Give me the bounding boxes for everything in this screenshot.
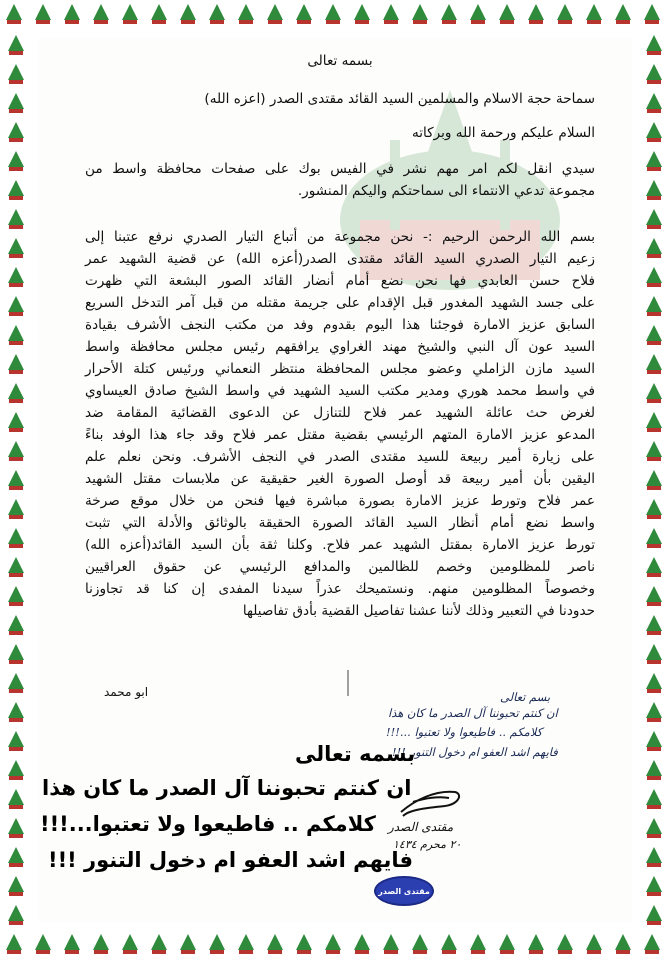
border-motif-icon — [644, 934, 660, 954]
border-motif-icon — [646, 64, 662, 84]
border-motif-icon — [646, 267, 662, 287]
handwritten-note-line: ان كنتم تحبوننا آل الصدر ما كان هذا — [388, 706, 558, 720]
body-line: واسط نضع أمام أنظار السيد القائد الصورة الحقيقة بالوثائق والأدلة التي تثبت — [85, 515, 595, 531]
body-line: المدعو عزيز الامارة المتهم الرئيسي بقضية مقتل عمر فلاح وقد جاء هذا الوفد بناءً — [85, 427, 595, 443]
border-motif-icon — [586, 934, 602, 954]
border-motif-icon — [354, 4, 370, 24]
transcription-line: كلامكم .. فاطيعوا ولا تعتبوا...!!! — [40, 812, 376, 836]
border-motif-icon — [644, 4, 660, 24]
border-motif-icon — [412, 4, 428, 24]
border-motif-icon — [122, 934, 138, 954]
border-motif-icon — [646, 354, 662, 374]
border-motif-icon — [8, 325, 24, 345]
border-motif-icon — [8, 760, 24, 780]
body-line: في واسط محمد هوري ومدير مكتب السيد الشهيد في واسط الشيخ صادق العيساوي — [85, 383, 595, 399]
border-motif-icon — [325, 934, 341, 954]
border-motif-icon — [646, 238, 662, 258]
seal-stamp-icon: مقتدى الصدر — [374, 876, 434, 906]
border-motif-icon — [8, 818, 24, 838]
border-motif-icon — [646, 702, 662, 722]
border-motif-icon — [8, 296, 24, 316]
border-motif-icon — [383, 934, 399, 954]
transcription-line: بسمه تعالى — [295, 742, 416, 766]
body-line: تورط عزيز الامارة بمقتل الشهيد عمر فلاح. وكلنا ثقة بأن السيد القائد(أعزه الله) — [85, 537, 595, 553]
border-motif-icon — [646, 441, 662, 461]
border-motif-icon — [615, 4, 631, 24]
border-motif-icon — [557, 4, 573, 24]
border-motif-icon — [646, 615, 662, 635]
border-motif-icon — [8, 412, 24, 432]
pen-stroke — [345, 668, 351, 698]
border-motif-icon — [8, 238, 24, 258]
border-motif-icon — [151, 4, 167, 24]
border-motif-icon — [646, 151, 662, 171]
border-motif-icon — [646, 557, 662, 577]
border-motif-icon — [470, 934, 486, 954]
border-motif-icon — [8, 615, 24, 635]
border-motif-icon — [646, 180, 662, 200]
border-motif-icon — [646, 209, 662, 229]
border-motif-icon — [8, 528, 24, 548]
border-motif-icon — [646, 93, 662, 113]
border-motif-icon — [8, 789, 24, 809]
border-motif-icon — [354, 934, 370, 954]
border-motif-icon — [528, 934, 544, 954]
watermark-emblem-icon — [297, 70, 600, 330]
transcription-line: ان كنتم تحبوننا آل الصدر ما كان هذا — [42, 776, 412, 800]
border-motif-icon — [267, 4, 283, 24]
border-motif-icon — [557, 934, 573, 954]
body-line: لغرض حث عائلة الشهيد عمر فلاح للتنازل عن الدعوى القضائية المقامة ضد — [85, 405, 595, 421]
border-motif-icon — [441, 934, 457, 954]
border-motif-icon — [528, 4, 544, 24]
border-motif-icon — [615, 934, 631, 954]
border-motif-icon — [8, 180, 24, 200]
border-motif-icon — [8, 383, 24, 403]
body-line: اليقين بأن أمير ربيعة قد أوصل الصورة الغير حقيقية عن ملابسات مقتل الشهيد — [85, 471, 595, 487]
border-motif-icon — [646, 876, 662, 896]
border-motif-icon — [8, 702, 24, 722]
border-motif-icon — [646, 470, 662, 490]
border-motif-icon — [93, 4, 109, 24]
border-motif-icon — [325, 4, 341, 24]
border-motif-icon — [64, 934, 80, 954]
border-motif-icon — [35, 4, 51, 24]
border-motif-icon — [646, 412, 662, 432]
border-motif-icon — [238, 4, 254, 24]
signature-date: ٢٠ محرم ١٤٣٤ — [393, 838, 462, 851]
border-motif-icon — [8, 557, 24, 577]
intro-line: مجموعة تدعي الانتماء الى سماحتكم واليكم المنشور. — [297, 183, 595, 199]
border-motif-icon — [646, 325, 662, 345]
handwritten-note-line: كلامكم .. فاطيعوا ولا تعتبوا ...!!! — [386, 725, 543, 739]
letter-signature: ابو محمد — [104, 685, 149, 699]
border-motif-icon — [8, 847, 24, 867]
border-motif-icon — [8, 905, 24, 925]
body-line: فلاح حسن العابدي فها نحن نضع أمام أنضار القائد الصور البشعة التي ظهرت — [85, 273, 595, 289]
border-motif-icon — [646, 586, 662, 606]
border-motif-icon — [646, 528, 662, 548]
transcription-line: فايهم اشد العفو ام دخول التنور !!! — [48, 848, 414, 872]
body-line: وخصوصاً المظلومين منهم. ونستميحك عذراً سيدنا المفدى إن كنا قد تجاوزنا — [85, 581, 595, 597]
border-motif-icon — [238, 934, 254, 954]
border-motif-icon — [646, 644, 662, 664]
border-motif-icon — [646, 122, 662, 142]
border-motif-icon — [8, 267, 24, 287]
border-motif-icon — [93, 934, 109, 954]
border-motif-icon — [8, 876, 24, 896]
border-motif-icon — [296, 4, 312, 24]
border-motif-icon — [122, 4, 138, 24]
border-motif-icon — [35, 934, 51, 954]
handwritten-note-line: فايهم اشد العفو ام دخول التنور !!! — [392, 745, 558, 759]
border-motif-icon — [8, 64, 24, 84]
border-motif-icon — [8, 151, 24, 171]
border-motif-icon — [209, 4, 225, 24]
border-motif-icon — [8, 35, 24, 55]
border-motif-icon — [8, 441, 24, 461]
intro-line: سيدي انقل لكم امر مهم نشر في الفيس بوك على صفحات محافظة واسط من — [85, 161, 595, 177]
border-motif-icon — [180, 934, 196, 954]
signature-name: مقتدى الصدر — [388, 820, 454, 834]
border-motif-icon — [646, 847, 662, 867]
body-line: على جسد الشهيد المغدور قبل الإقدام على جريمة مقتله من قبل آمر التدخل السريع — [85, 295, 595, 311]
border-motif-icon — [8, 354, 24, 374]
border-motif-icon — [8, 731, 24, 751]
border-motif-icon — [412, 934, 428, 954]
handwritten-signature-icon — [395, 782, 465, 822]
border-motif-icon — [267, 934, 283, 954]
letter-greeting: السلام عليكم ورحمة الله وبركاته — [411, 125, 595, 141]
border-motif-icon — [8, 673, 24, 693]
border-motif-icon — [8, 93, 24, 113]
border-motif-icon — [296, 934, 312, 954]
letter-addressee: سماحة حجة الاسلام والمسلمين السيد القائد مقتدى الصدر (اعزه الله) — [204, 91, 595, 107]
body-line: على زيارة أمير ربيعة للسيد مقتدى الصدر في النجف الأشرف. ونحن نعلم علم — [85, 449, 595, 465]
body-line: زعيم التيار الصدري السيد القائد مقتدى الصدر(أعزه الله) عن قضية الشهيد عمر — [85, 251, 595, 267]
border-motif-icon — [383, 4, 399, 24]
handwritten-note-line: بسم تعالى — [500, 690, 551, 704]
border-motif-icon — [6, 4, 22, 24]
border-motif-icon — [180, 4, 196, 24]
border-motif-icon — [8, 644, 24, 664]
border-motif-icon — [646, 789, 662, 809]
border-motif-icon — [8, 122, 24, 142]
border-motif-icon — [8, 499, 24, 519]
border-motif-icon — [586, 4, 602, 24]
body-line: حدودنا في التعبير وذلك لأننا عشنا تفاصيل القضية بأدق تفاصيلها — [242, 603, 595, 619]
border-motif-icon — [646, 35, 662, 55]
body-line: ناصر للمظلومين وخصم للظالمين والمدافع الرئيسي عن حقوق العراقيين — [85, 559, 595, 575]
border-motif-icon — [8, 209, 24, 229]
body-line: عمر فلاح وتورط عزيز الامارة بصورة مباشرة فيها فنحن من خلال موقع صرخة — [85, 493, 595, 509]
body-line: السيد عون آل النبي والشيخ مهند الغراوي يرافقهم رئيس مجلس محافظة واسط — [85, 339, 595, 355]
border-motif-icon — [441, 4, 457, 24]
border-motif-icon — [8, 586, 24, 606]
border-motif-icon — [499, 934, 515, 954]
body-line: بسم الله الرحمن الرحيم :- نحن مجموعة من أتباع التيار الصدري نرفع عتبنا إلى — [85, 229, 595, 245]
border-motif-icon — [646, 905, 662, 925]
border-motif-icon — [646, 383, 662, 403]
border-motif-icon — [6, 934, 22, 954]
border-motif-icon — [646, 296, 662, 316]
border-motif-icon — [151, 934, 167, 954]
border-motif-icon — [64, 4, 80, 24]
border-motif-icon — [646, 499, 662, 519]
body-line: السيد مازن الزاملي وعضو مجلس المحافظة منتظر النعماني ورئيس كتلة الأحرار — [85, 361, 595, 377]
border-motif-icon — [470, 4, 486, 24]
border-motif-icon — [646, 818, 662, 838]
letter-header: بسمه تعالى — [307, 53, 373, 69]
body-line: السابق عزيز الامارة فوجئنا هذا اليوم بقدوم وفد من مكتب النجف الأشرف بقيادة — [85, 317, 595, 333]
border-motif-icon — [8, 470, 24, 490]
border-motif-icon — [209, 934, 225, 954]
border-motif-icon — [646, 673, 662, 693]
border-motif-icon — [646, 760, 662, 780]
border-motif-icon — [646, 731, 662, 751]
border-motif-icon — [499, 4, 515, 24]
